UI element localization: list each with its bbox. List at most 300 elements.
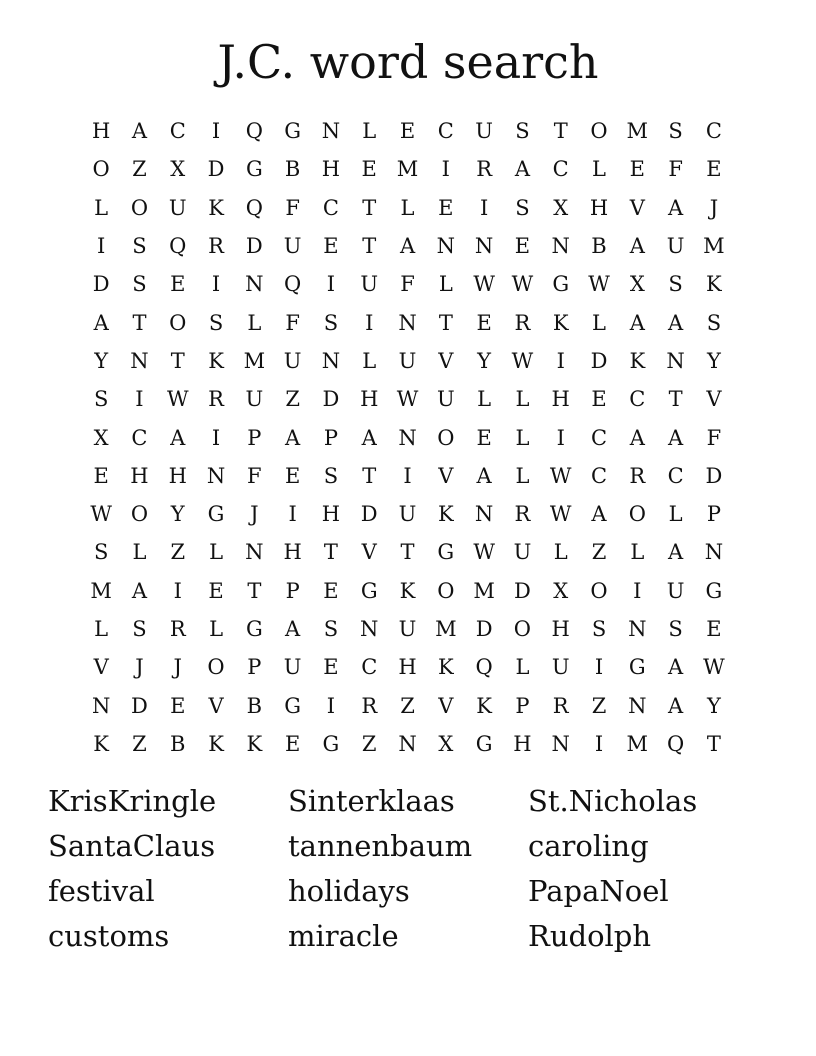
- grid-letter: A: [668, 540, 684, 565]
- grid-letter: T: [247, 578, 262, 603]
- grid-letter: S: [706, 310, 722, 335]
- grid-letter: L: [209, 617, 224, 641]
- grid-letter: X: [553, 195, 569, 220]
- grid-letter: L: [362, 348, 377, 373]
- grid-letter: E: [399, 119, 416, 144]
- grid-letter: V: [438, 348, 454, 373]
- grid-letter: L: [400, 195, 415, 220]
- grid-letter: D: [322, 387, 340, 412]
- grid-letter: U: [398, 348, 417, 373]
- word-list-item: St.Nicholas: [528, 784, 698, 818]
- grid-letter: O: [130, 502, 149, 527]
- grid-letter: E: [323, 578, 339, 603]
- grid-letter: T: [400, 540, 415, 565]
- grid-letter: R: [476, 157, 493, 182]
- grid-letter: O: [628, 502, 646, 527]
- grid-row: [82, 189, 734, 227]
- grid-letter: K: [208, 195, 224, 220]
- grid-letter: L: [592, 157, 606, 182]
- grid-letter: M: [90, 578, 112, 603]
- grid-letter: Z: [132, 731, 147, 756]
- grid-letter: S: [668, 119, 683, 144]
- grid-letter: U: [398, 502, 417, 527]
- grid-letter: L: [592, 310, 606, 335]
- grid-letter: A: [629, 310, 645, 335]
- grid-letter: A: [399, 234, 416, 259]
- grid-letter: E: [208, 578, 224, 603]
- grid-letter: Q: [245, 119, 263, 144]
- grid-letter: S: [132, 617, 147, 641]
- grid-letter: L: [515, 425, 530, 450]
- grid-letter: C: [705, 119, 722, 144]
- grid-letter: J: [135, 655, 144, 680]
- grid-letter: V: [361, 540, 377, 565]
- grid-letter: T: [362, 234, 377, 259]
- grid-letter: Q: [475, 655, 493, 680]
- grid-letter: I: [173, 578, 182, 603]
- grid-letter: M: [703, 234, 725, 259]
- grid-letter: Q: [245, 195, 263, 220]
- grid-letter: I: [556, 348, 565, 373]
- grid-letter: E: [284, 731, 301, 756]
- grid-letter: X: [553, 578, 569, 603]
- grid-letter: A: [361, 425, 377, 450]
- grid-letter: S: [323, 463, 339, 488]
- grid-letter: E: [706, 617, 722, 641]
- grid-letter: M: [243, 348, 266, 373]
- grid-letter: G: [245, 617, 263, 641]
- grid-letter: N: [704, 540, 724, 565]
- grid-letter: Z: [170, 540, 186, 565]
- grid-letter: X: [629, 272, 645, 297]
- grid-letter: A: [93, 310, 109, 335]
- grid-letter: W: [588, 272, 610, 297]
- grid-letter: V: [208, 693, 224, 718]
- grid-letter: C: [590, 463, 608, 488]
- grid-letter: I: [633, 578, 642, 603]
- grid-letter: M: [435, 617, 457, 641]
- grid-letter: K: [437, 655, 454, 680]
- grid-letter: C: [629, 387, 646, 412]
- word-list-item: customs: [48, 919, 170, 953]
- grid-letter: P: [323, 425, 338, 450]
- grid-letter: Z: [132, 157, 147, 182]
- grid-letter: I: [211, 119, 221, 144]
- word-list-item: caroling: [528, 829, 649, 863]
- grid-letter: M: [473, 578, 495, 603]
- grid-row: [82, 457, 734, 495]
- grid-letter: T: [132, 310, 147, 335]
- grid-letter: O: [513, 617, 532, 641]
- grid-letter: J: [709, 195, 719, 220]
- grid-letter: I: [441, 157, 450, 182]
- grid-letter: L: [438, 272, 453, 297]
- grid-letter: R: [208, 387, 224, 412]
- grid-letter: S: [132, 272, 147, 297]
- grid-letter: P: [247, 655, 262, 680]
- grid-letter: Q: [169, 234, 187, 259]
- grid-letter: K: [93, 731, 109, 756]
- grid-letter: A: [668, 425, 684, 450]
- grid-row: [82, 418, 734, 456]
- grid-letter: I: [211, 272, 221, 297]
- grid-letter: F: [668, 157, 683, 182]
- grid-letter: E: [170, 272, 186, 297]
- grid-letter: O: [130, 195, 149, 220]
- grid-row: [82, 610, 734, 648]
- grid-letter: Q: [666, 731, 685, 756]
- grid-letter: A: [285, 617, 301, 641]
- grid-letter: E: [323, 234, 339, 259]
- grid-letter: L: [630, 540, 645, 565]
- grid-letter: I: [479, 195, 489, 220]
- grid-row: [82, 303, 734, 341]
- word-list-item: miracle: [288, 919, 399, 953]
- grid-letter: G: [437, 540, 455, 565]
- grid-letter: B: [284, 157, 301, 182]
- grid-letter: K: [629, 348, 646, 373]
- grid-letter: U: [666, 234, 685, 259]
- grid-letter: N: [436, 234, 455, 259]
- grid-letter: M: [626, 731, 649, 756]
- grid-letter: T: [706, 731, 721, 756]
- grid-letter: N: [398, 310, 417, 335]
- grid-letter: C: [131, 425, 148, 450]
- grid-letter: G: [284, 119, 302, 144]
- grid-letter: E: [476, 425, 492, 450]
- grid-letter: V: [706, 387, 722, 412]
- grid-letter: A: [170, 425, 186, 450]
- grid-row: [82, 150, 734, 188]
- grid-letter: A: [131, 578, 148, 603]
- grid-letter: U: [245, 387, 264, 412]
- grid-letter: Y: [170, 502, 185, 527]
- grid-row: [82, 112, 734, 150]
- grid-letter: T: [668, 387, 683, 412]
- grid-letter: E: [514, 234, 531, 259]
- grid-letter: S: [208, 310, 224, 335]
- grid-letter: R: [552, 693, 569, 718]
- word-list-item: tannenbaum: [288, 829, 473, 863]
- grid-letter: H: [283, 540, 302, 565]
- grid-letter: F: [247, 463, 262, 488]
- word-list-item: KrisKringle: [48, 784, 217, 818]
- grid-letter: E: [284, 463, 301, 488]
- grid-letter: K: [246, 731, 263, 756]
- grid-letter: R: [629, 463, 646, 488]
- grid-letter: Z: [591, 693, 607, 718]
- grid-letter: O: [437, 578, 455, 603]
- grid-letter: S: [323, 310, 339, 335]
- grid-letter: L: [477, 387, 492, 412]
- grid-letter: W: [473, 272, 495, 297]
- grid-letter: H: [513, 731, 532, 756]
- grid-letter: L: [668, 502, 683, 527]
- grid-letter: I: [288, 502, 297, 527]
- grid-letter: G: [322, 731, 340, 756]
- grid-letter: F: [400, 272, 415, 297]
- grid-letter: U: [398, 617, 417, 641]
- grid-letter: I: [326, 272, 336, 297]
- grid-letter: N: [628, 693, 647, 718]
- grid-letter: D: [513, 578, 531, 603]
- grid-letter: I: [594, 655, 604, 680]
- grid-letter: N: [398, 425, 417, 450]
- grid-letter: R: [169, 617, 186, 641]
- grid-letter: R: [514, 310, 531, 335]
- grid-letter: Y: [706, 348, 721, 373]
- grid-letter: G: [284, 693, 302, 718]
- grid-letter: E: [93, 463, 109, 488]
- grid-letter: K: [399, 578, 416, 603]
- grid-letter: D: [705, 463, 723, 488]
- grid-letter: H: [551, 387, 570, 412]
- grid-letter: O: [207, 655, 225, 680]
- grid-letter: D: [245, 234, 263, 259]
- grid-letter: V: [438, 463, 454, 488]
- grid-letter: W: [549, 502, 572, 527]
- grid-letter: O: [437, 425, 455, 450]
- grid-letter: D: [131, 693, 148, 718]
- grid-letter: Z: [400, 693, 415, 718]
- grid-letter: A: [285, 425, 301, 450]
- grid-letter: N: [666, 348, 685, 373]
- grid-letter: L: [94, 617, 109, 641]
- grid-letter: M: [626, 119, 649, 144]
- grid-letter: Z: [361, 731, 377, 756]
- grid-letter: E: [476, 310, 492, 335]
- grid-letter: Y: [706, 693, 721, 718]
- grid-letter: C: [361, 655, 378, 680]
- grid-row: [82, 495, 734, 533]
- grid-letter: O: [92, 157, 110, 182]
- grid-letter: T: [362, 195, 377, 220]
- grid-letter: T: [553, 119, 568, 144]
- grid-letter: D: [207, 157, 225, 182]
- grid-letter: W: [511, 348, 534, 373]
- grid-letter: S: [668, 272, 683, 297]
- grid-letter: C: [552, 157, 569, 182]
- grid-row: [82, 572, 734, 610]
- grid-letter: N: [628, 617, 647, 641]
- grid-letter: H: [360, 387, 379, 412]
- grid-letter: Z: [591, 540, 607, 565]
- grid-letter: S: [93, 540, 109, 565]
- grid-letter: J: [173, 655, 182, 680]
- grid-row: [82, 686, 734, 724]
- grid-letter: D: [92, 272, 110, 297]
- grid-letter: J: [250, 502, 259, 527]
- grid-letter: A: [476, 463, 492, 488]
- grid-letter: V: [93, 655, 109, 680]
- grid-letter: S: [93, 387, 109, 412]
- grid-letter: R: [514, 502, 531, 527]
- grid-letter: T: [170, 348, 185, 373]
- grid-letter: I: [211, 425, 221, 450]
- grid-letter: D: [475, 617, 493, 641]
- word-list-item: holidays: [288, 874, 410, 908]
- grid-letter: U: [551, 655, 570, 680]
- grid-letter: A: [131, 119, 148, 144]
- grid-letter: U: [360, 272, 379, 297]
- word-list-item: Sinterklaas: [288, 784, 455, 818]
- grid-letter: L: [515, 655, 530, 680]
- grid-letter: P: [247, 425, 262, 450]
- grid-letter: D: [590, 348, 608, 373]
- grid-letter: V: [438, 693, 454, 718]
- grid-letter: N: [245, 272, 264, 297]
- grid-letter: M: [396, 157, 419, 182]
- grid-letter: N: [551, 731, 570, 756]
- grid-letter: S: [132, 234, 147, 259]
- grid-letter: F: [706, 425, 722, 450]
- word-list-item: SantaClaus: [48, 829, 216, 863]
- grid-letter: I: [135, 387, 144, 412]
- grid-letter: F: [285, 310, 300, 335]
- grid-letter: F: [285, 195, 300, 220]
- grid-letter: G: [475, 731, 493, 756]
- grid-letter: C: [437, 119, 454, 144]
- grid-letter: T: [323, 540, 338, 565]
- grid-letter: N: [360, 617, 379, 641]
- grid-letter: U: [513, 540, 532, 565]
- grid-letter: O: [590, 119, 608, 144]
- grid-letter: X: [93, 425, 109, 450]
- grid-letter: N: [474, 502, 494, 527]
- grid-letter: G: [207, 502, 225, 527]
- grid-row: [82, 380, 734, 418]
- grid-letter: H: [91, 119, 111, 144]
- grid-letter: I: [556, 425, 565, 450]
- grid-letter: E: [361, 157, 377, 182]
- grid-letter: S: [515, 119, 530, 144]
- grid-row: [82, 227, 734, 265]
- grid-letter: W: [549, 463, 572, 488]
- grid-letter: T: [438, 310, 453, 335]
- grid-letter: H: [321, 157, 341, 182]
- grid-letter: L: [362, 119, 377, 144]
- grid-letter: A: [514, 157, 530, 182]
- grid-letter: N: [551, 234, 570, 259]
- word-list-item: festival: [48, 874, 155, 908]
- grid-letter: K: [208, 731, 224, 756]
- grid-letter: L: [553, 540, 568, 565]
- grid-letter: E: [170, 693, 186, 718]
- grid-letter: N: [91, 693, 111, 718]
- grid-letter: A: [591, 502, 607, 527]
- grid-letter: A: [668, 310, 684, 335]
- grid-letter: H: [398, 655, 417, 680]
- grid-letter: G: [705, 578, 723, 603]
- grid-letter: S: [323, 617, 339, 641]
- grid-letter: B: [591, 234, 607, 259]
- grid-letter: E: [629, 157, 645, 182]
- grid-letter: R: [361, 693, 378, 718]
- grid-letter: V: [629, 195, 645, 220]
- grid-letter: W: [90, 502, 112, 527]
- grid-letter: N: [245, 540, 264, 565]
- grid-letter: E: [323, 655, 339, 680]
- grid-letter: P: [285, 578, 300, 603]
- grid-letter: L: [515, 387, 530, 412]
- grid-letter: W: [511, 272, 534, 297]
- grid-letter: U: [475, 119, 493, 144]
- grid-letter: I: [403, 463, 412, 488]
- grid-letter: E: [438, 195, 454, 220]
- word-list-item: PapaNoel: [528, 874, 669, 908]
- grid-letter: H: [551, 617, 570, 641]
- grid-letter: K: [208, 348, 224, 373]
- grid-letter: A: [629, 425, 645, 450]
- grid-letter: L: [94, 195, 109, 220]
- grid-letter: N: [474, 234, 494, 259]
- grid-letter: O: [590, 578, 608, 603]
- grid-letter: S: [668, 617, 683, 641]
- grid-letter: C: [590, 425, 608, 450]
- grid-row: [82, 342, 734, 380]
- grid-letter: P: [706, 502, 721, 527]
- grid-letter: I: [97, 234, 106, 259]
- grid-letter: U: [666, 578, 685, 603]
- grid-letter: Y: [94, 348, 109, 373]
- grid-letter: K: [552, 310, 569, 335]
- grid-letter: X: [438, 731, 454, 756]
- grid-letter: S: [591, 617, 607, 641]
- grid-letter: N: [130, 348, 149, 373]
- grid-letter: G: [628, 655, 646, 680]
- grid-letter: U: [436, 387, 455, 412]
- grid-letter: W: [703, 655, 725, 680]
- grid-letter: W: [166, 387, 189, 412]
- grid-letter: L: [209, 540, 224, 565]
- grid-letter: L: [247, 310, 262, 335]
- word-list-item: Rudolph: [528, 919, 652, 953]
- grid-letter: C: [667, 463, 684, 488]
- grid-letter: U: [283, 348, 302, 373]
- grid-letter: W: [473, 540, 495, 565]
- grid-letter: B: [246, 693, 263, 718]
- grid-letter: U: [168, 195, 187, 220]
- grid-letter: E: [706, 157, 722, 182]
- grid-letter: W: [396, 387, 419, 412]
- grid-letter: K: [706, 272, 722, 297]
- grid-letter: U: [283, 655, 302, 680]
- grid-letter: L: [515, 463, 530, 488]
- grid-letter: G: [552, 272, 570, 297]
- grid-letter: U: [283, 234, 302, 259]
- grid-letter: K: [437, 502, 454, 527]
- grid-letter: N: [321, 119, 341, 144]
- grid-letter: H: [130, 463, 149, 488]
- grid-letter: P: [515, 693, 530, 718]
- grid-letter: B: [170, 731, 186, 756]
- grid-letter: N: [398, 731, 417, 756]
- word-list: [48, 779, 768, 959]
- grid-letter: L: [132, 540, 147, 565]
- grid-letter: I: [594, 731, 604, 756]
- grid-letter: G: [245, 157, 263, 182]
- grid-letter: A: [668, 693, 684, 718]
- grid-letter: Y: [477, 348, 492, 373]
- grid-letter: A: [629, 234, 645, 259]
- grid-row: [82, 533, 734, 571]
- grid-letter: I: [365, 310, 374, 335]
- grid-letter: H: [321, 502, 341, 527]
- grid-letter: A: [668, 655, 684, 680]
- grid-letter: H: [589, 195, 609, 220]
- grid-row: [82, 725, 734, 763]
- grid-letter: H: [168, 463, 187, 488]
